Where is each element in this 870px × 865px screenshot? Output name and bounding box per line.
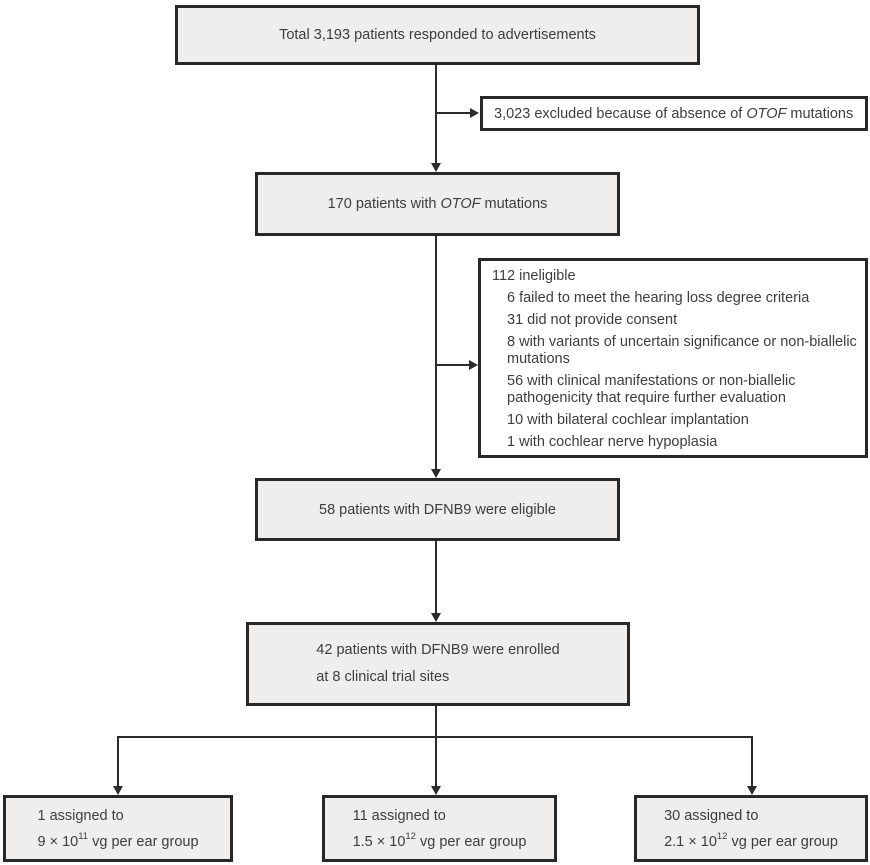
group2-dose bbox=[353, 829, 527, 855]
arrowhead-down-otof bbox=[431, 163, 441, 172]
enrolled-line2: at 8 clinical trial sites bbox=[316, 669, 450, 685]
excluded-gene-name: OTOF bbox=[746, 105, 787, 122]
arrowhead-right-ineligible bbox=[469, 360, 478, 370]
group1-dose-post: vg per ear group bbox=[88, 833, 199, 850]
connector-branch-excluded bbox=[436, 112, 470, 114]
box-enrolled bbox=[246, 622, 630, 706]
connector-eligible-to-enrolled bbox=[435, 541, 437, 613]
ineligible-title: 112 ineligible bbox=[492, 268, 576, 284]
otof-text-post: mutations bbox=[480, 196, 548, 212]
box-group-2-1e12 bbox=[634, 795, 868, 862]
group3-dose-post: vg per ear group bbox=[727, 833, 838, 850]
box-ineligible bbox=[478, 258, 868, 458]
arrowhead-down-enrolled bbox=[431, 613, 441, 622]
box-total-responded-text: Total 3,193 patients responded to advertisements bbox=[279, 27, 596, 43]
group3-dose-exponent: 12 bbox=[716, 830, 728, 842]
box-eligible bbox=[255, 478, 620, 541]
group1-dose bbox=[37, 829, 198, 855]
arrowhead-right-excluded bbox=[470, 108, 479, 118]
box-total-responded bbox=[175, 5, 700, 65]
ineligible-item: 31 did not provide consent bbox=[507, 312, 678, 328]
group1-dose-exponent: 11 bbox=[78, 830, 89, 842]
arrowhead-down-group2 bbox=[431, 786, 441, 795]
box-group-2-1e12-text bbox=[664, 803, 838, 855]
group1-line1: 1 assigned to bbox=[37, 807, 124, 824]
arrowhead-down-group3 bbox=[747, 786, 757, 795]
connector-enrolled-to-split bbox=[435, 706, 437, 738]
group3-dose bbox=[664, 829, 838, 855]
excluded-text-post: mutations bbox=[786, 105, 854, 122]
group1-dose-pre: 9 × 10 bbox=[37, 833, 79, 850]
box-excluded-text bbox=[494, 105, 853, 123]
enrolled-line1: 42 patients with DFNB9 were enrolled bbox=[316, 642, 560, 658]
box-group-1-5e12 bbox=[322, 795, 557, 862]
box-otof-mutations bbox=[255, 172, 620, 236]
connector-branch-ineligible bbox=[436, 364, 469, 366]
otof-gene-name: OTOF bbox=[440, 196, 481, 212]
group2-line1: 11 assigned to bbox=[352, 807, 446, 824]
otof-text-pre: 170 patients with bbox=[327, 196, 441, 212]
connector-split-middle bbox=[435, 738, 437, 786]
group2-dose-post: vg per ear group bbox=[415, 833, 527, 850]
box-group-1-5e12-text bbox=[353, 803, 527, 855]
arrowhead-down-group1 bbox=[113, 786, 123, 795]
box-eligible-text: 58 patients with DFNB9 were eligible bbox=[319, 501, 556, 518]
connector-responded-to-otof bbox=[435, 65, 437, 163]
ineligible-item: 6 failed to meet the hearing loss degree criteria bbox=[507, 290, 810, 306]
connector-split-left bbox=[117, 736, 119, 786]
connector-otof-to-eligible bbox=[435, 236, 437, 469]
connector-split-right bbox=[751, 736, 753, 786]
ineligible-item: 1 with cochlear nerve hypoplasia bbox=[507, 434, 718, 450]
group3-dose-pre: 2.1 × 10 bbox=[664, 833, 717, 850]
box-enrolled-text bbox=[316, 637, 559, 691]
group2-dose-exponent: 12 bbox=[405, 830, 416, 842]
group3-line1: 30 assigned to bbox=[664, 807, 759, 824]
box-group-9e11 bbox=[3, 795, 233, 862]
box-group-9e11-text bbox=[37, 803, 198, 855]
box-excluded bbox=[480, 96, 868, 131]
box-otof-mutations-text bbox=[328, 195, 548, 213]
ineligible-item: 56 with clinical manifestations or non-biallelic pathogenicity that require further evaluation bbox=[507, 373, 796, 406]
arrowhead-down-eligible bbox=[431, 469, 441, 478]
ineligible-item: 10 with bilateral cochlear implantation bbox=[507, 412, 749, 428]
group2-dose-pre: 1.5 × 10 bbox=[352, 833, 406, 850]
ineligible-item: 8 with variants of uncertain significance or non-biallelic mutations bbox=[507, 334, 857, 367]
excluded-text-pre: 3,023 excluded because of absence of bbox=[494, 105, 747, 122]
